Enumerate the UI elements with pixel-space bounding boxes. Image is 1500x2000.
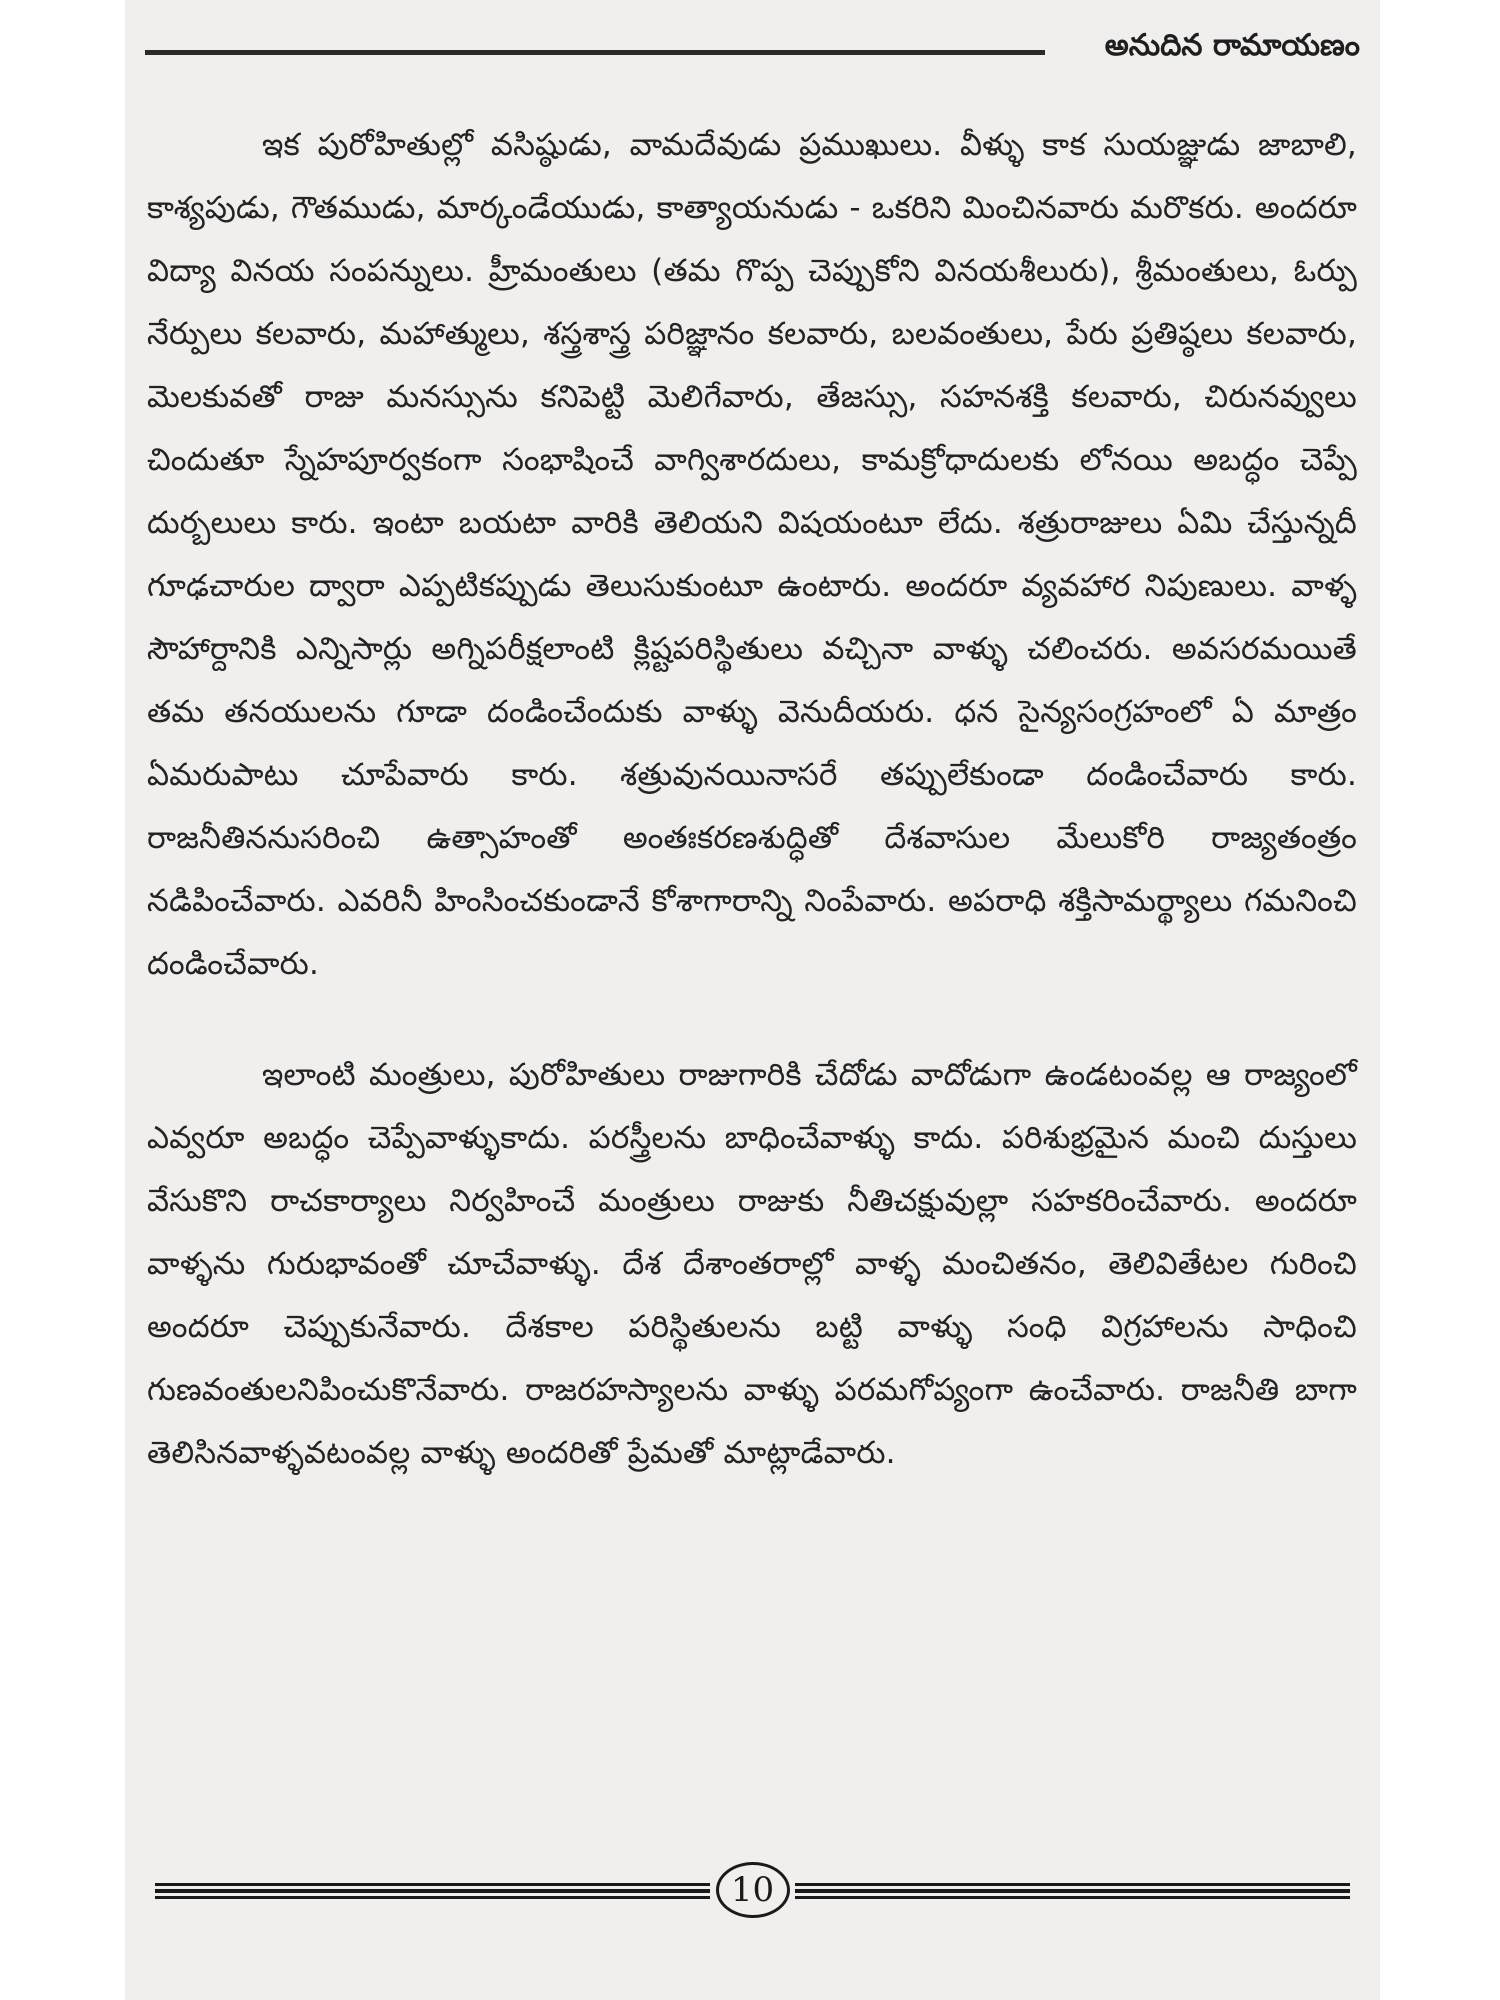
page-number: 10 (716, 1862, 790, 1918)
running-title: అనుదిన రామాయణం (1104, 28, 1360, 63)
footer-rule-left (155, 1883, 710, 1899)
page-footer (155, 1862, 1350, 1922)
body-text (147, 114, 1357, 1485)
book-page (125, 0, 1380, 2000)
paragraph-1: ఇక పురోహితుల్లో వసిష్ఠుడు, వామదేవుడు ప్రముఖులు. వీళ్ళు కాక సుయజ్ఞుడు జాబాలి, కాశ్యపుడు, గౌతముడు, మార్కండేయుడు, కాత్యాయనుడు - ఒకరిని మించినవారు మరొకరు. అందరూ విద్యా వినయ సంపన్నులు. హ్రీమంతులు (తమ గొప్ప చెప్పుకోని వినయశీలురు), శ్రీమంతులు, ఓర్పు నేర్పులు కలవారు, మహాత్ములు, శస్త్రశాస్త్ర పరిజ్ఞానం కలవారు, బలవంతులు, పేరు ప్రతిష్ఠలు కలవారు, మెలకువతో రాజు మనస్సును కనిపెట్టి మెలిగేవారు, తేజస్సు, సహనశక్తి కలవారు, చిరునవ్వులు చిందుతూ స్నేహపూర్వకంగా సంభాషించే వాగ్విశారదులు, కామక్రోధాదులకు లోనయి అబద్ధం చెప్పే దుర్బలులు కారు. ఇంటా బయటా వారికి తెలియని విషయంటూ లేదు. శత్రురాజులు ఏమి చేస్తున్నదీ గూఢచారుల ద్వారా ఎప్పటికప్పుడు తెలుసుకుంటూ ఉంటారు. అందరూ వ్యవహార నిపుణులు. వాళ్ళ సౌహార్దానికి ఎన్నిసార్లు అగ్నిపరీక్షలాంటి క్లిష్టపరిస్థితులు వచ్చినా వాళ్ళు చలించరు. అవసరమయితే తమ తనయులను గూడా దండించేందుకు వాళ్ళు వెనుదీయరు. ధన సైన్యసంగ్రహంలో ఏ మాత్రం ఏమరుపాటు చూపేవారు కారు. శత్రువునయినాసరే తప్పులేకుండా దండించేవారు కారు. రాజనీతిననుసరించి ఉత్సాహంతో అంతఃకరణశుద్ధితో దేశవాసుల మేలుకోరి రాజ్యతంత్రం నడిపించేవారు. ఎవరినీ హింసించకుండానే కోశాగారాన్ని నింపేవారు. అపరాధి శక్తిసామర్థ్యాలు గమనించి దండించేవారు. (147, 127, 1357, 982)
paragraph-2: ఇలాంటి మంత్రులు, పురోహితులు రాజుగారికి చేదోడు వాదోడుగా ఉండటంవల్ల ఆ రాజ్యంలో ఎవ్వరూ అబద్ధం చెప్పేవాళ్ళుకాదు. పరస్త్రీలను బాధించేవాళ్ళు కాదు. పరిశుభ్రమైన మంచి దుస్తులు వేసుకొని రాచకార్యాలు నిర్వహించే మంత్రులు రాజుకు నీతిచక్షువుల్లా సహకరించేవారు. అందరూ వాళ్ళను గురుభావంతో చూచేవాళ్ళు. దేశ దేశాంతరాల్లో వాళ్ళ మంచితనం, తెలివితేటల గురించి అందరూ చెప్పుకునేవారు. దేశకాల పరిస్థితులను బట్టి వాళ్ళు సంధి విగ్రహాలను సాధించి గుణవంతులనిపించుకొనేవారు. రాజరహస్యాలను వాళ్ళు పరమగోప్యంగా ఉంచేవారు. రాజనీతి బాగా తెలిసినవాళ్ళవటంవల్ల వాళ్ళు అందరితో ప్రేమతో మాట్లాడేవారు. (147, 1057, 1357, 1471)
footer-rule-right (795, 1883, 1350, 1899)
running-header (145, 20, 1360, 70)
header-rule (145, 50, 1045, 55)
